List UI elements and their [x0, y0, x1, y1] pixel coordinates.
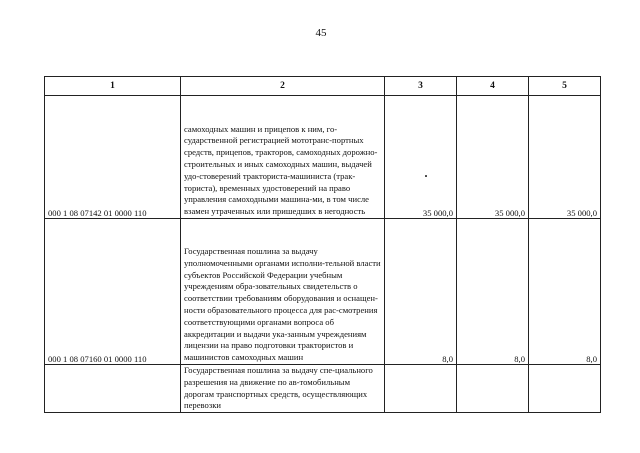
header-col-3: 3	[385, 77, 457, 96]
header-col-4: 4	[457, 77, 529, 96]
header-row	[45, 77, 601, 96]
classification-code	[45, 365, 181, 413]
table-row	[45, 365, 601, 413]
value-col-5: 35 000,0	[529, 96, 601, 219]
classification-code: 000 1 08 07160 01 0000 110	[45, 219, 181, 365]
page-number: 45	[315, 27, 327, 39]
header-col-5: 5	[529, 77, 601, 96]
value-col-3: 8,0	[385, 219, 457, 365]
value-col-3: 35 000,0	[385, 96, 457, 219]
revenue-name: самоходных машин и прицепов к ним, го-сударственной регистрацией мототранс-портных средств, прицепов, тракторов, самоходных дорожно-строительных и иных самоходных машин, выдачей удо-стоверений тракториста-машиниста (трак-ториста), временных удостоверений на право управления самоходными машина-ми, в том числе взамен утраченных или пришедших в негодность	[181, 96, 385, 219]
value-col-5	[529, 365, 601, 413]
classification-code: 000 1 08 07142 01 0000 110	[45, 96, 181, 219]
value-col-3	[385, 365, 457, 413]
table-row	[45, 219, 601, 365]
table-row	[45, 96, 601, 219]
scan-speck	[425, 175, 427, 177]
revenue-name: Государственная пошлина за выдачу уполномоченными органами исполни-тельной власти субъектов Российской Федерации учебным учреждениям обра-зовательных свидетельств о соответствии требованиям оборудования и оснащен-ности образовательного процесса для рас-смотрения соответствующими органами вопроса об аккредитации и выдачи ука-занным учреждениям лицензии на право подготовки трактористов и машинистов самоходных машин	[181, 219, 385, 365]
value-col-4: 35 000,0	[457, 96, 529, 219]
revenue-name: Государственная пошлина за выдачу спе-циального разрешения на движение по ав-томобильным дорогам транспортных средств, осуществляющих перевозки	[181, 365, 385, 413]
value-col-4	[457, 365, 529, 413]
value-col-4: 8,0	[457, 219, 529, 365]
value-col-5: 8,0	[529, 219, 601, 365]
header-col-2: 2	[181, 77, 385, 96]
header-col-1: 1	[45, 77, 181, 96]
budget-table	[44, 76, 601, 413]
